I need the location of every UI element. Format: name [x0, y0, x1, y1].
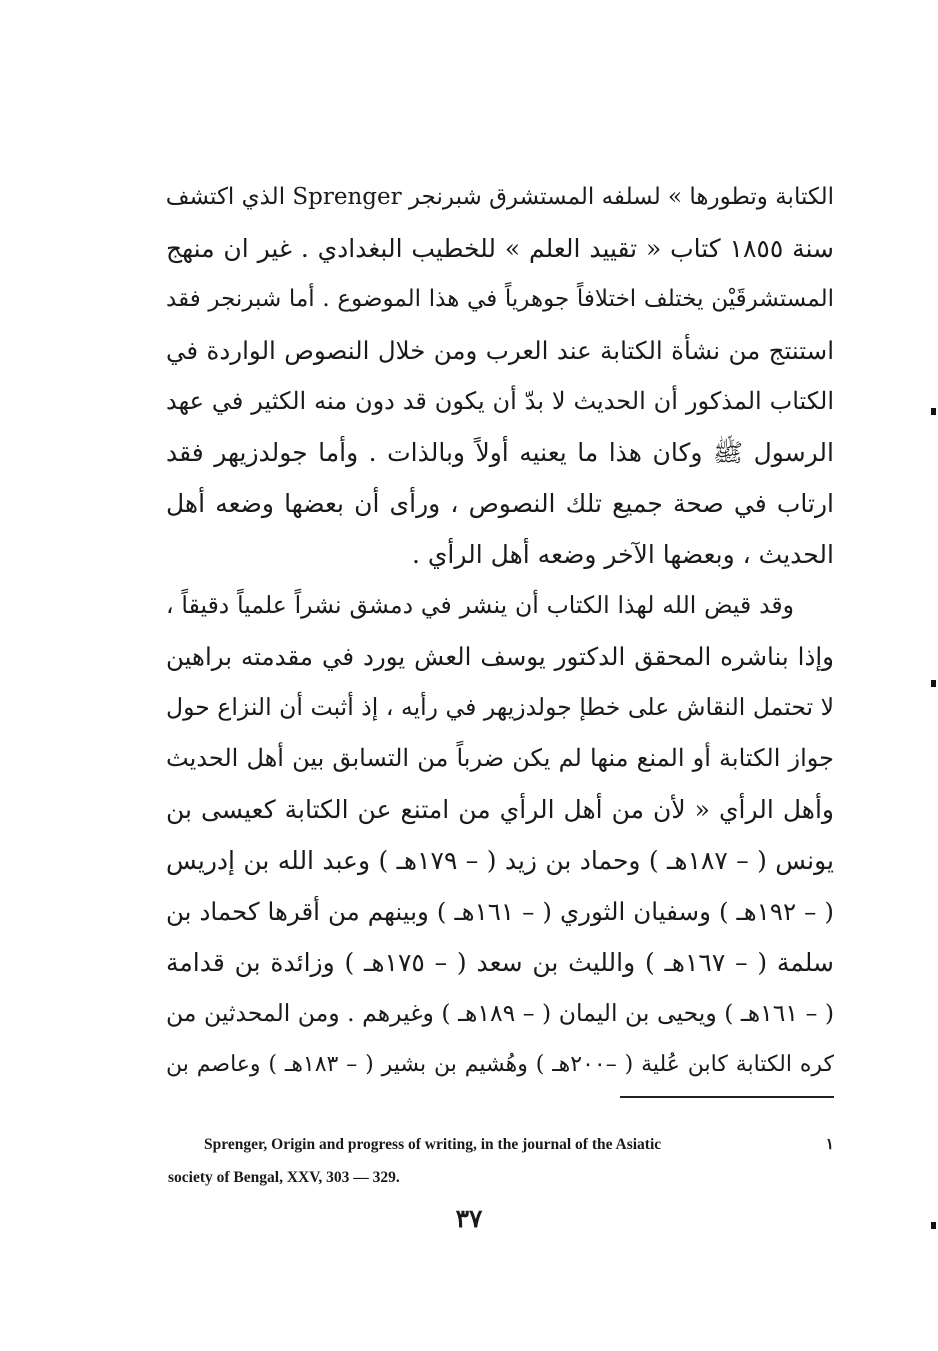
margin-mark — [931, 1222, 936, 1229]
text-line: الكتابة وتطورها » لسلفه المستشرق شبرنجر Sprenger الذي اكتشف — [165, 184, 834, 210]
margin-mark — [931, 408, 936, 415]
text-line: كره الكتابة كابن عُلية ( –٢٠٠هـ ) وهُشيم بن بشير ( – ١٨٣هـ ) وعاصم بن — [166, 1052, 834, 1077]
text-line: سلمة ( – ١٦٧هـ ) والليث بن سعد ( – ١٧٥هـ ) وزائدة بن قدامة — [166, 948, 835, 977]
footnote-number: ١ — [825, 1136, 834, 1153]
margin-mark — [931, 680, 936, 687]
text-line: ( – ١٩٢هـ ) وسفيان الثوري ( – ١٦١هـ ) وبينهم من أقرها كحماد بن — [166, 897, 834, 926]
text-line: وأهل الرأي « لأن من أهل الرأي من امتنع عن الكتابة كعيسى بن — [166, 795, 834, 824]
text-line: الرسول ﷺ وكان هذا ما يعنيه أولاً وبالذات . وأما جولدزيهر فقد — [166, 438, 834, 467]
text-line: لا تحتمل النقاش على خطإ جولدزيهر في رأيه ، إذ أثبت أن النزاع حول — [166, 693, 834, 721]
paragraph-1 — [166, 172, 834, 580]
footnote-line: Sprenger, Origin and progress of writing, in the journal of the Asiatic — [204, 1136, 662, 1153]
text-line: جواز الكتابة أو المنع منها لم يكن ضرباً من التسابق بين أهل الحديث — [166, 744, 834, 772]
text-line: المستشرقَيْن يختلف اختلافاً جوهرياً في هذا الموضوع . أما شبرنجر فقد — [166, 286, 834, 312]
text-line: وقد قيض الله لهذا الكتاب أن ينشر في دمشق نشراً علمياً دقيقاً ، — [166, 591, 794, 619]
text-line: يونس ( – ١٨٧هـ ) وحماد بن زيد ( – ١٧٩هـ ) وعبد الله بن إدريس — [166, 846, 834, 875]
text-line: الكتاب المذكور أن الحديث لا بدّ أن يكون قد دون منه الكثير في عهد — [166, 387, 834, 415]
footnote-divider — [620, 1096, 834, 1098]
text-line: الحديث ، وبعضها الآخر وضعه أهل الرأي . — [411, 540, 834, 569]
text-line: سنة ١٨٥٥ كتاب « تقييد العلم » للخطيب البغدادي . غير ان منهج — [166, 234, 834, 263]
text-line: ( – ١٦١هـ ) ويحيى بن اليمان ( – ١٨٩هـ ) وغيرهم . ومن المحدثين من — [166, 999, 834, 1027]
text-line: وإذا بناشره المحقق الدكتور يوسف العش يورد في مقدمته براهين — [166, 642, 834, 671]
paragraph-2 — [166, 580, 834, 1090]
footnote-line: society of Bengal, XXV, 303 — 329. — [168, 1169, 400, 1186]
text-line: ارتاب في صحة جميع تلك النصوص ، ورأى أن بعضها وضعه أهل — [166, 489, 834, 518]
page-number: ٣٧ — [455, 1204, 483, 1233]
footnote — [168, 1128, 834, 1194]
text-line: استنتج من نشأة الكتابة عند العرب ومن خلال النصوص الواردة في — [166, 336, 834, 365]
